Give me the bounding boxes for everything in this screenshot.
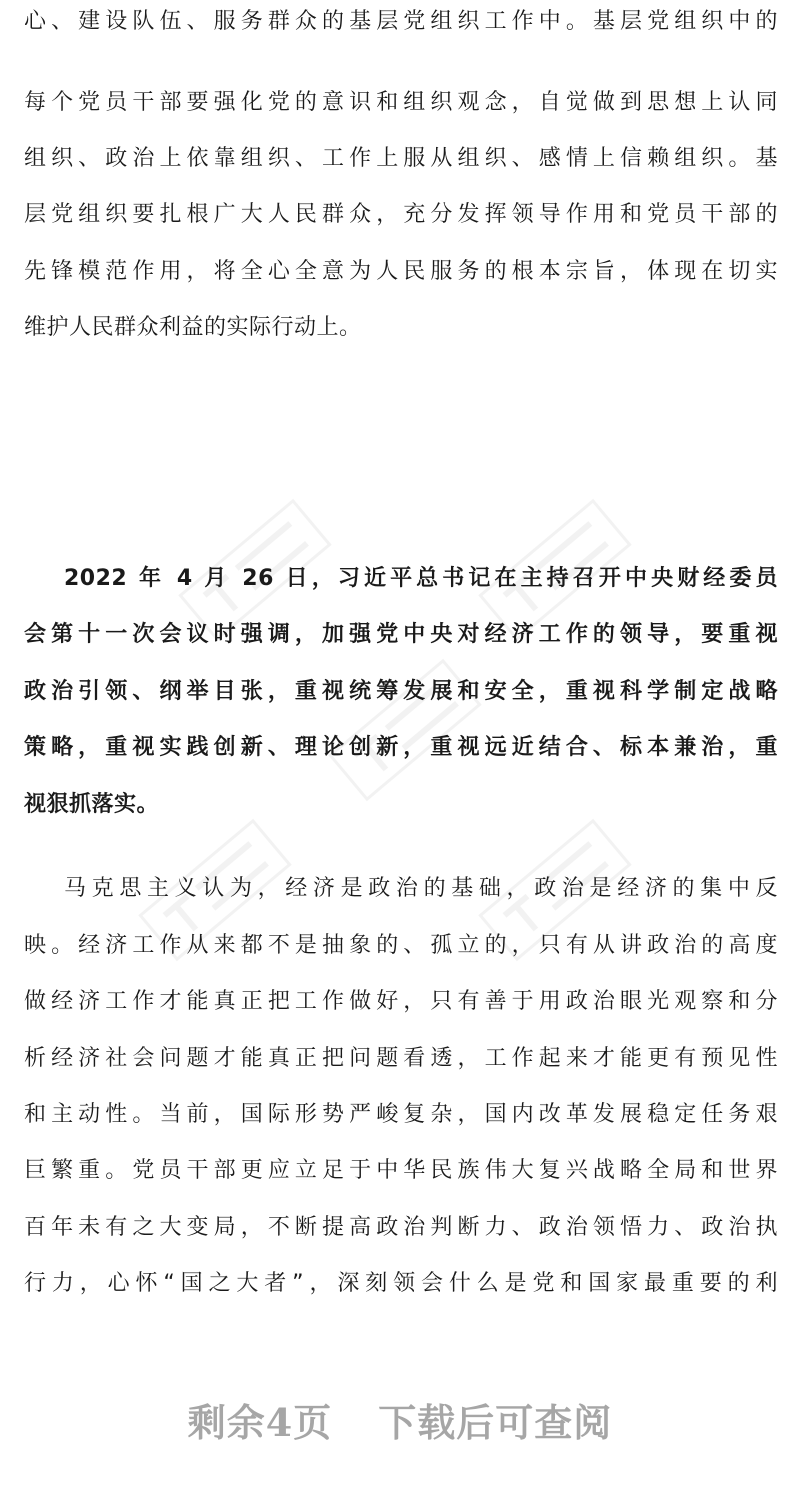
paragraph-line: 巨繁重。党员干部更应立足于中华民族伟大复兴战略全局和世界	[24, 1158, 778, 1183]
download-prompt[interactable]	[0, 1392, 800, 1452]
paragraph-line: 马克思主义认为，经济是政治的基础，政治是经济的集中反	[64, 876, 778, 901]
paragraph-line: 做经济工作才能真正把工作做好，只有善于用政治眼光观察和分	[24, 989, 778, 1014]
paragraph-line: 百年未有之大变局，不断提高政治判断力、政治领悟力、政治执	[24, 1215, 778, 1240]
paragraph-line: 映。经济工作从来都不是抽象的、孤立的，只有从讲政治的高度	[24, 933, 778, 958]
download-to-view-text: 下载后可查阅	[378, 1400, 613, 1445]
paragraph-line: 心、建设队伍、服务群众的基层党组织工作中。基层党组织中的	[24, 9, 778, 34]
paragraph-line: 视狠抓落实。	[24, 792, 160, 817]
paragraph-line: 2022 年 4 月 26 日，习近平总书记在主持召开中央财经委员	[64, 566, 778, 591]
paragraph-line: 组织、政治上依靠组织、工作上服从组织、感情上信赖组织。基	[24, 146, 778, 171]
paragraph-line: 层党组织要扎根广大人民群众，充分发挥领导作用和党员干部的	[24, 202, 778, 227]
paragraph-line: 析经济社会问题才能真正把问题看透，工作起来才能更有预见性	[24, 1046, 778, 1071]
remaining-pages-text: 剩余4页	[187, 1400, 333, 1445]
paragraph-line: 策略，重视实践创新、理论创新，重视远近结合、标本兼治，重	[24, 735, 778, 760]
paragraph-line: 行力，心怀“国之大者”，深刻领会什么是党和国家最重要的利	[24, 1271, 779, 1296]
paragraph-line: 政治引领、纲举目张，重视统筹发展和安全，重视科学制定战略	[24, 679, 778, 704]
paragraph-line: 和主动性。当前，国际形势严峻复杂，国内改革发展稳定任务艰	[24, 1102, 778, 1127]
paragraph-line: 维护人民群众利益的实际行动上。	[24, 315, 362, 340]
paragraph-line: 先锋模范作用，将全心全意为人民服务的根本宗旨，体现在切实	[24, 259, 778, 284]
paragraph-line: 每个党员干部要强化党的意识和组织观念，自觉做到思想上认同	[24, 90, 778, 115]
paragraph-line: 会第十一次会议时强调，加强党中央对经济工作的领导，要重视	[24, 622, 778, 647]
